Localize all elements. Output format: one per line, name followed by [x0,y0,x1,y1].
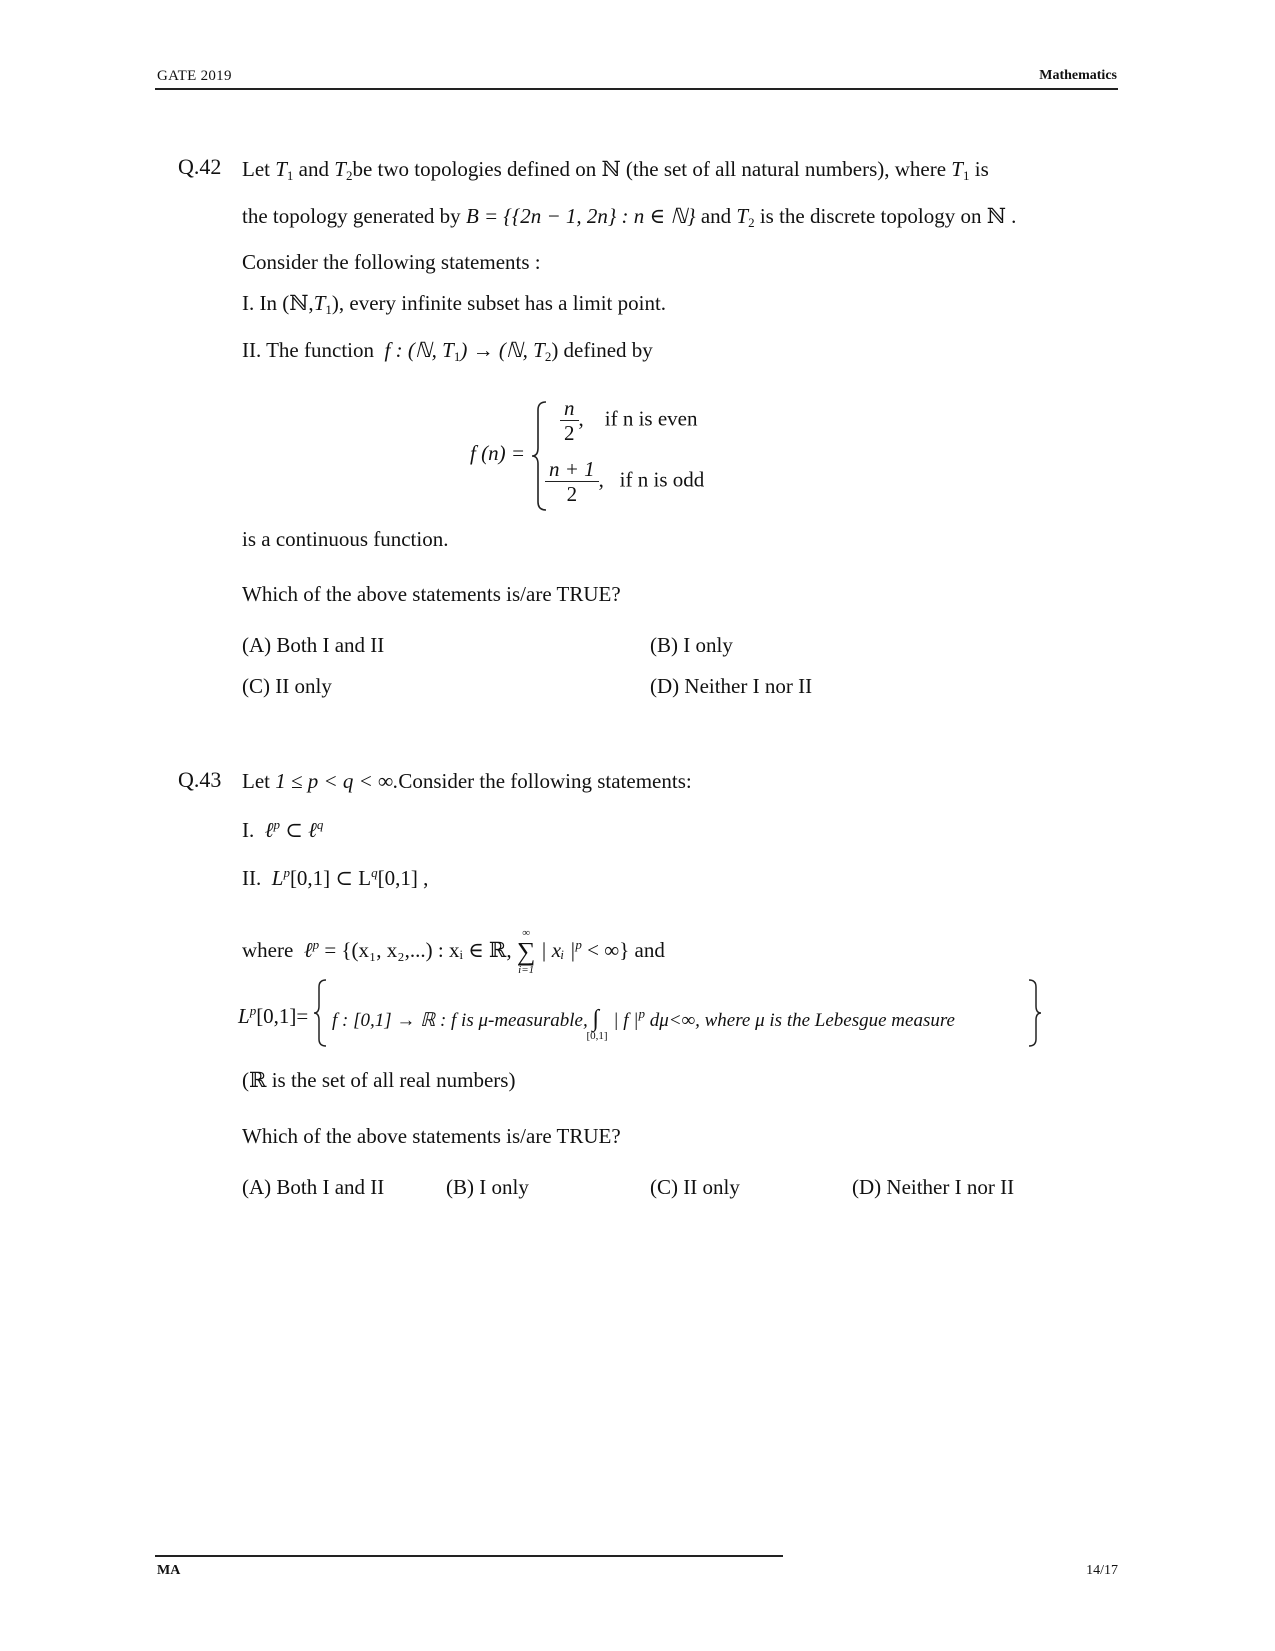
q42-case-2: $\frac{n + 1}{2}$ , if n is odd [545,457,704,506]
q43-option-b[interactable]: (B) I only [446,1175,529,1199]
q42-continuous-text: is a continuous function. [242,527,449,551]
q42-case-1-fraction: $\frac{n}{2}$ [560,396,579,445]
q42-option-d[interactable]: (D) Neither I nor II [650,674,813,698]
q42-line1: Let $T_1$ and $T_2be$ two topologies defined on ℕ (the set of all natural numbers), where $T_1$ is [242,157,989,183]
q43-line1: Let 1 ≤ p < q < ∞.Consider the following statements: [242,769,692,793]
q43-integral-symbol: ∫ [0,1] [586,1006,608,1042]
header-exam-title: GATE 2019 [157,68,232,84]
q42-case-2-fraction: $\frac{n + 1}{2}$ [545,457,599,506]
q42-option-a[interactable]: (A) Both I and II [242,633,385,657]
q42-case-1: $\frac{n}{2}$ , if n is even [560,396,697,445]
footer-page-number: 14/17 [1086,1563,1118,1578]
q43-number: Q.43 [178,767,222,792]
q42-question: Which of the above statements is/are TRUE? [242,582,621,606]
q42-line3: Consider the following statements : [242,250,541,274]
header-subject: Mathematics [1039,68,1117,83]
header-divider [155,88,1118,90]
q42-statement-1: I. In $(ℕ,T_1)$, every infinite subset has a limit point. [242,291,667,317]
q43-option-d[interactable]: (D) Neither I nor II [852,1175,1015,1199]
q43-lp-definition: $L^p[0,1]=$ [238,1003,309,1028]
q43-where-line: where ℓ$^p$ = {(x₁, x₂,...) : xᵢ ∈ ℝ, ∞ ∑ i=1 | xᵢ $|^p$ < ∞} and [242,927,665,976]
q43-lp-brace-right [1025,978,1041,1048]
q42-statement-2: II. The function f : (ℕ, $T_1$) → (ℕ, $T_2$) defined by [242,338,653,364]
q43-reals-note: (ℝ is the set of all real numbers) [242,1068,516,1092]
q43-option-c[interactable]: (C) II only [650,1175,740,1199]
footer-divider [155,1555,783,1557]
q42-function-lhs: f (n) = [470,441,525,465]
q43-statement-2: II. $L^p[0,1]$ ⊂ $L^q[0,1]$ , [242,865,429,890]
q43-option-a[interactable]: (A) Both I and II [242,1175,385,1199]
q43-lp-brace-left [314,978,330,1048]
footer-paper-code: MA [157,1563,181,1578]
q43-statement-1: I. ℓ$^p$ ⊂ ℓ$^q$ [242,817,324,842]
q42-option-b[interactable]: (B) I only [650,633,733,657]
q43-question: Which of the above statements is/are TRUE? [242,1124,621,1148]
q42-line2: the topology generated by B = {{2n − 1, 2n} : n ∈ ℕ} and $T_2$ is the discrete topology on ℕ . [242,204,1017,230]
q43-sum-symbol: ∞ ∑ i=1 [516,927,536,976]
q43-lp-set-body: f : [0,1] → ℝ : f is μ-measurable, ∫ [0,1] | f $|^p$ dμ<∞, where μ is the Lebesgue measure [332,1006,955,1042]
q42-number: Q.42 [178,154,222,179]
q42-option-c[interactable]: (C) II only [242,674,332,698]
